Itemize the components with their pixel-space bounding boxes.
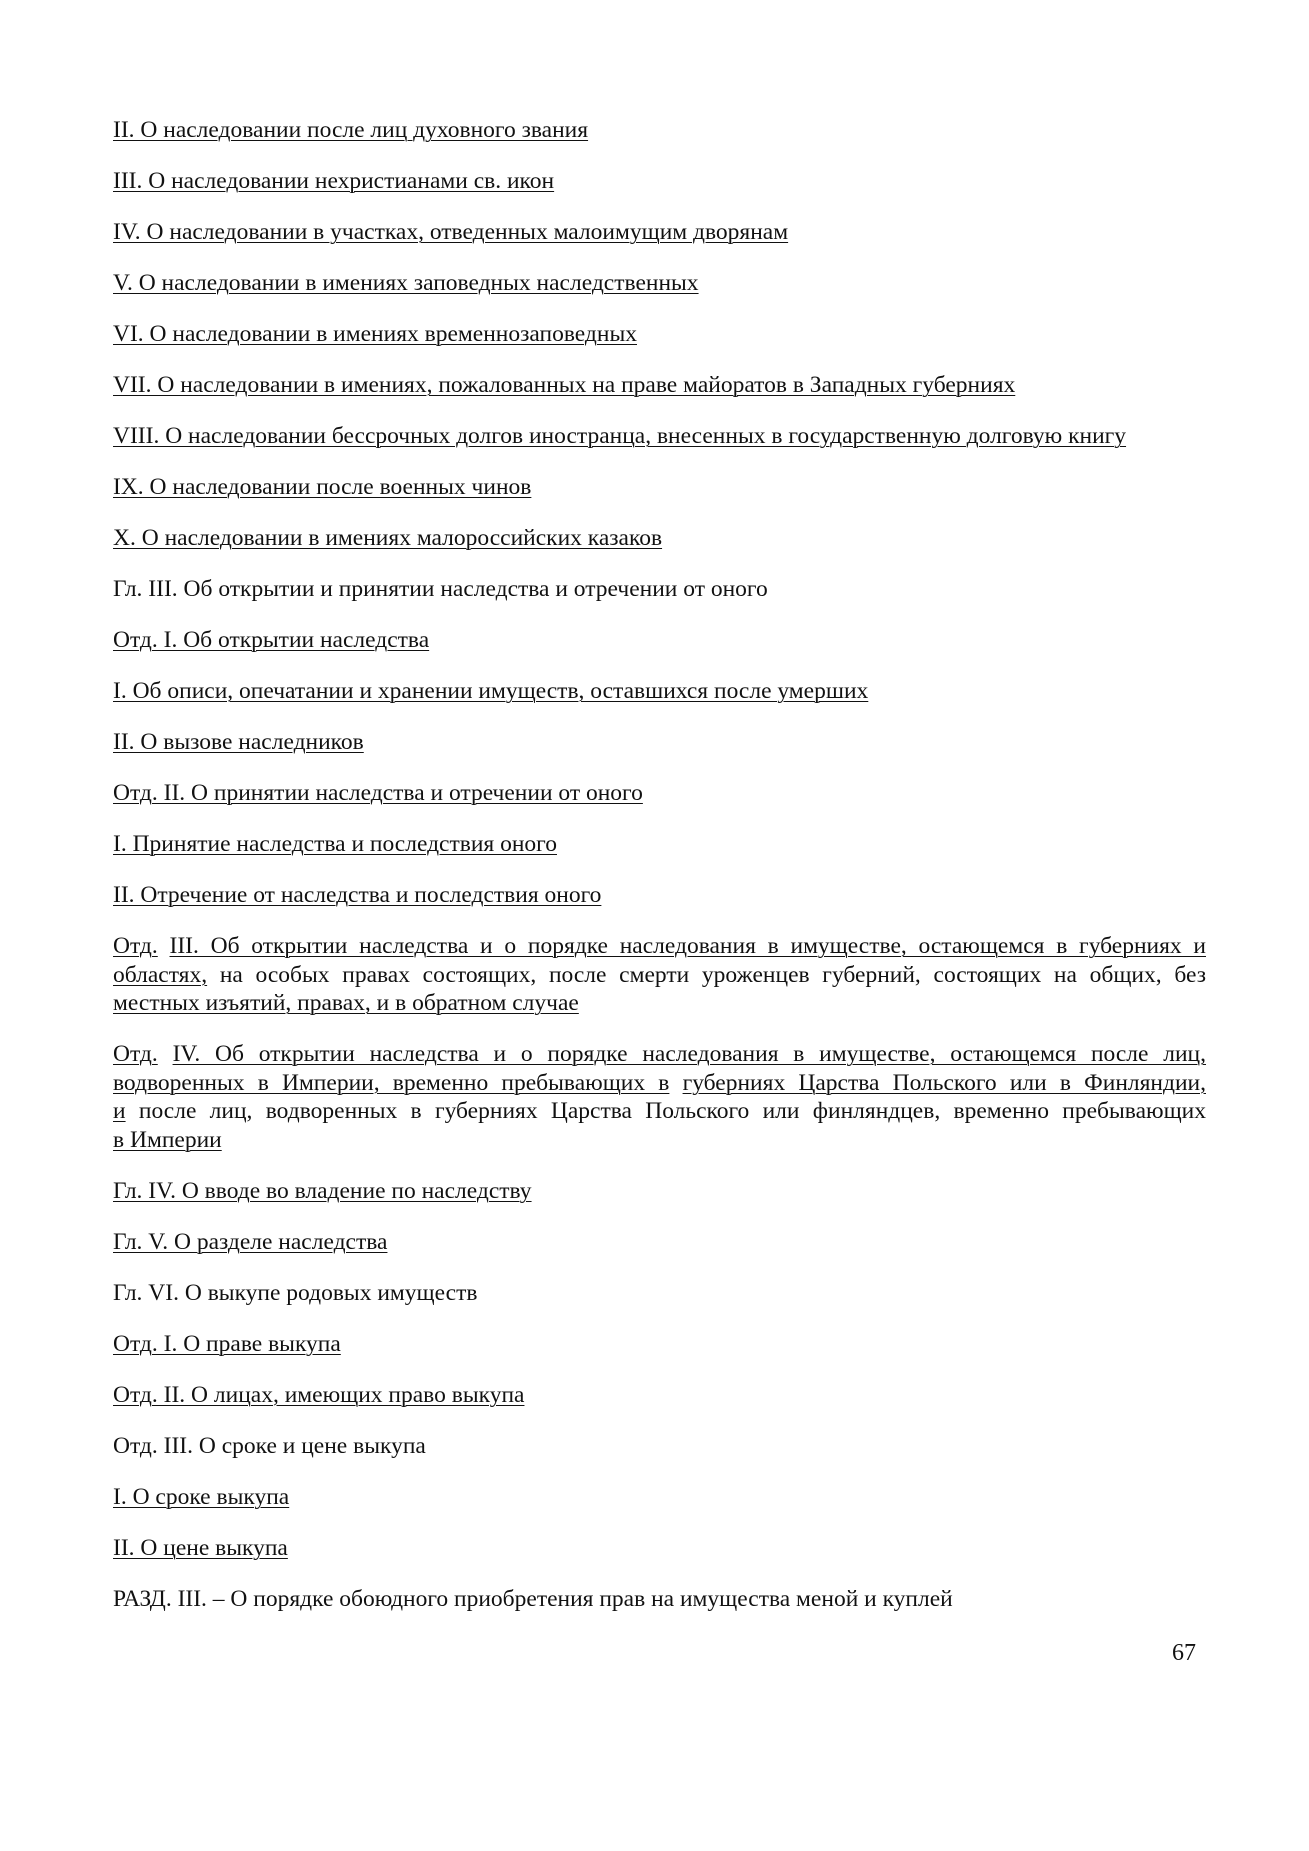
toc-link-text[interactable]: в Империи <box>113 1126 222 1153</box>
toc-entry[interactable] <box>113 575 1206 604</box>
toc-text: Гл. VI. О выкупе родовых имуществ <box>113 1279 478 1306</box>
toc-entry-line <box>113 830 1206 859</box>
toc-entry[interactable] <box>113 677 1206 706</box>
toc-link-text[interactable]: IV. Об открытии наследства и о порядке наследования в имуществе, остающемся после лиц, <box>172 1041 1207 1067</box>
toc-text: Отд. III. О сроке и цене выкупа <box>113 1432 426 1459</box>
toc-link-text[interactable]: Отд. I. Об открытии наследства <box>113 627 430 653</box>
toc-entry-line <box>113 779 1206 808</box>
toc-entry[interactable] <box>113 1040 1206 1154</box>
toc-link-text[interactable]: VI. О наследовании в имениях временнозаповедных <box>113 321 637 347</box>
toc-entry-line <box>113 932 1206 961</box>
toc-entry-line <box>113 989 1206 1018</box>
toc-entry[interactable] <box>113 881 1206 910</box>
toc-link-text[interactable]: I. Принятие наследства и последствия оного <box>113 831 557 857</box>
toc-link-text[interactable]: III. О наследовании нехристианами св. икон <box>113 168 555 194</box>
toc-link-text[interactable]: I. Об описи, опечатании и хранении имуществ, оставшихся после умерших <box>113 678 869 704</box>
toc-link-text[interactable]: Отд. <box>113 1041 158 1067</box>
toc-link-text[interactable]: областях, <box>113 961 208 988</box>
toc-entry[interactable] <box>113 422 1206 451</box>
toc-entry-line <box>113 1381 1206 1410</box>
toc-entry-line <box>113 1126 1206 1155</box>
toc-link-text[interactable]: II. О наследовании после лиц духовного звания <box>113 117 589 143</box>
toc-entry[interactable] <box>113 1228 1206 1257</box>
toc-link-text[interactable]: IX. О наследовании после военных чинов <box>113 474 532 500</box>
toc-link-text[interactable]: Отд. I. О праве выкупа <box>113 1330 341 1357</box>
toc-entry[interactable] <box>113 1534 1206 1563</box>
toc-entry-line <box>113 167 1206 196</box>
toc-entry-line <box>113 677 1206 706</box>
toc-entry-line <box>113 320 1206 349</box>
toc-text <box>158 933 170 959</box>
toc-entry[interactable] <box>113 1585 1206 1614</box>
toc-link-text[interactable]: VIII. О наследовании бессрочных долгов иностранца, внесенных в государственную долговую книгу <box>113 423 1127 449</box>
toc-entry-line <box>113 1177 1206 1206</box>
toc-entry[interactable] <box>113 1279 1206 1308</box>
toc-entry[interactable] <box>113 320 1206 349</box>
toc-entry-line <box>113 422 1206 451</box>
toc-link-text[interactable]: II. О вызове наследников <box>113 729 364 755</box>
toc-link-text[interactable]: IV. О наследовании в участках, отведенных малоимущим дворянам <box>113 219 789 245</box>
toc-text: на особых правах состоящих, после смерти уроженцев губерний, состоящих на общих, без <box>207 961 1206 988</box>
toc-entry[interactable] <box>113 371 1206 400</box>
toc-entry-line <box>113 575 1206 604</box>
toc-entry-line <box>113 1585 1206 1614</box>
toc-entry[interactable] <box>113 218 1206 247</box>
toc-text: РАЗД. III. – О порядке обоюдного приобретения прав на имущества меной и куплей <box>113 1585 953 1612</box>
toc-link-text[interactable]: II. Отречение от наследства и последствия оного <box>113 882 602 908</box>
toc-entry[interactable] <box>113 116 1206 145</box>
toc-entry[interactable] <box>113 1330 1206 1359</box>
toc-link-text[interactable]: III. Об открытии наследства и о порядке наследования в имуществе, остающемся в губерниях и <box>169 933 1206 959</box>
toc-entry-line <box>113 1432 1206 1461</box>
toc-link-text[interactable]: Гл. IV. О вводе во владение по наследству <box>113 1177 532 1204</box>
toc-entry[interactable] <box>113 1381 1206 1410</box>
toc-entry-line <box>113 961 1206 990</box>
toc-entry[interactable] <box>113 932 1206 1018</box>
toc-entry-line <box>113 626 1206 655</box>
toc-entry-line <box>113 1228 1206 1257</box>
toc-text <box>669 1070 682 1096</box>
toc-entry[interactable] <box>113 1432 1206 1461</box>
toc-text: после лиц, водворенных в губерниях Царства Польского или финляндцев, временно пребывающих <box>125 1098 1206 1124</box>
toc-link-text[interactable]: I. О сроке выкупа <box>113 1483 290 1510</box>
toc-entry-line <box>113 269 1206 298</box>
page-number: 67 <box>1172 1640 1196 1666</box>
toc-entry-line <box>113 473 1206 502</box>
toc-entry-line <box>113 371 1206 400</box>
toc-link-text[interactable]: Отд. II. О лицах, имеющих право выкупа <box>113 1381 525 1408</box>
toc-entry-line <box>113 1330 1206 1359</box>
toc-entry-line <box>113 218 1206 247</box>
toc-link-text[interactable]: Отд. II. О принятии наследства и отречении от оного <box>113 780 643 806</box>
toc-entry[interactable] <box>113 1177 1206 1206</box>
toc-link-text[interactable]: Гл. V. О разделе наследства <box>113 1228 388 1255</box>
toc-entry-line <box>113 1040 1206 1069</box>
toc-link-text[interactable]: V. О наследовании в имениях заповедных наследственных <box>113 270 699 296</box>
toc-entry-line <box>113 1069 1206 1098</box>
toc-entry[interactable] <box>113 269 1206 298</box>
toc-entry[interactable] <box>113 473 1206 502</box>
toc-entry[interactable] <box>113 167 1206 196</box>
toc-link-text[interactable]: и <box>113 1098 126 1124</box>
toc-text: Гл. III. Об открытии и принятии наследства и отречении от оного <box>113 576 768 602</box>
table-of-contents <box>113 116 1206 1636</box>
toc-entry[interactable] <box>113 1483 1206 1512</box>
toc-link-text[interactable]: VII. О наследовании в имениях, пожалованных на праве майоратов в Западных губерниях <box>113 372 1016 398</box>
toc-entry[interactable] <box>113 830 1206 859</box>
toc-entry-line <box>113 1483 1206 1512</box>
toc-link-text[interactable]: губерниях Царства Польского или в Финляндии, <box>682 1069 1206 1096</box>
toc-entry[interactable] <box>113 728 1206 757</box>
toc-entry-line <box>113 1279 1206 1308</box>
toc-entry[interactable] <box>113 524 1206 553</box>
toc-entry-line <box>113 881 1206 910</box>
toc-link-text[interactable]: X. О наследовании в имениях малороссийских казаков <box>113 525 663 551</box>
toc-text <box>158 1041 173 1067</box>
toc-link-text[interactable]: водворенных в Империи, временно пребывающих в <box>113 1069 670 1096</box>
toc-link-text[interactable]: II. О цене выкупа <box>113 1534 288 1561</box>
toc-entry-line <box>113 728 1206 757</box>
toc-link-text[interactable]: местных изъятий, правах, и в обратном случае <box>113 990 579 1016</box>
toc-entry[interactable] <box>113 779 1206 808</box>
toc-entry-line <box>113 116 1206 145</box>
toc-entry-line <box>113 524 1206 553</box>
toc-entry-line <box>113 1534 1206 1563</box>
toc-entry[interactable] <box>113 626 1206 655</box>
toc-link-text[interactable]: Отд. <box>113 933 158 959</box>
toc-entry-line <box>113 1097 1206 1126</box>
